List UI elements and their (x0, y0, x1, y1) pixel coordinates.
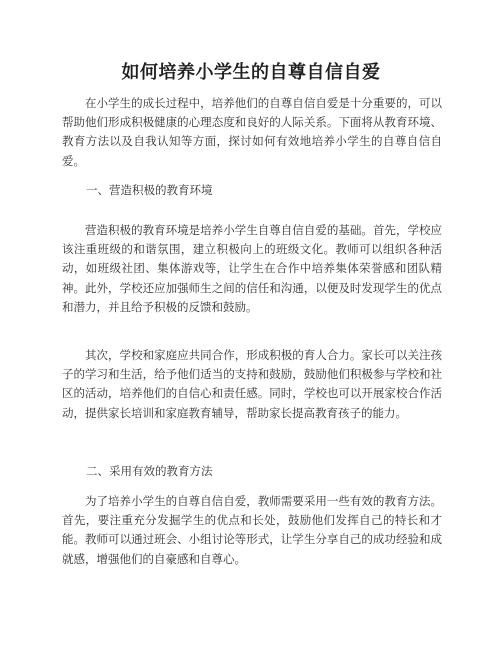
intro-paragraph: 在小学生的成长过程中，培养他们的自尊自信自爱是十分重要的，可以帮助他们形成积极健康的心理态度和良好的人际关系。下面将从教育环境、教育方法以及自我认知等方面，探讨如何有效地培养小学生的自尊自信自爱。 (62, 96, 442, 168)
section-2-paragraph-1: 为了培养小学生的自尊自信自爱，教师需要采用一些有效的教育方法。首先，要注重充分发掘学生的优点和长处，鼓励他们发挥自己的特长和才能。教师可以通过班会、小组讨论等形式，让学生分享自己的成功经验和成就感，增强他们的自豪感和自尊心。 (62, 494, 442, 566)
section-1-paragraph-2: 其次，学校和家庭应共同合作，形成积极的育人合力。家长可以关注孩子的学习和生活，给予他们适当的支持和鼓励，鼓励他们积极参与学校和社区的活动，培养他们的自信心和责任感。同时，学校也可以开展家校合作活动，提供家长培训和家庭教育辅导，帮助家长提高教育孩子的能力。 (62, 348, 442, 420)
section-1-paragraph-1: 营造积极的教育环境是培养小学生自尊自信自爱的基础。首先，学校应该注重班级的和谐氛围，建立积极向上的班级文化。教师可以组织各种活动，如班级社团、集体游戏等，让学生在合作中培养集体荣誉感和团队精神。此外，学校还应加强师生之间的信任和沟通，以便及时发现学生的优点和潜力，并且给予积极的反馈和鼓励。 (62, 223, 442, 314)
document-title: 如何培养小学生的自尊自信自爱 (121, 62, 381, 83)
section-2-heading: 二、采用有效的教育方法 (86, 464, 213, 478)
section-1-heading: 一、营造积极的教育环境 (86, 183, 213, 197)
